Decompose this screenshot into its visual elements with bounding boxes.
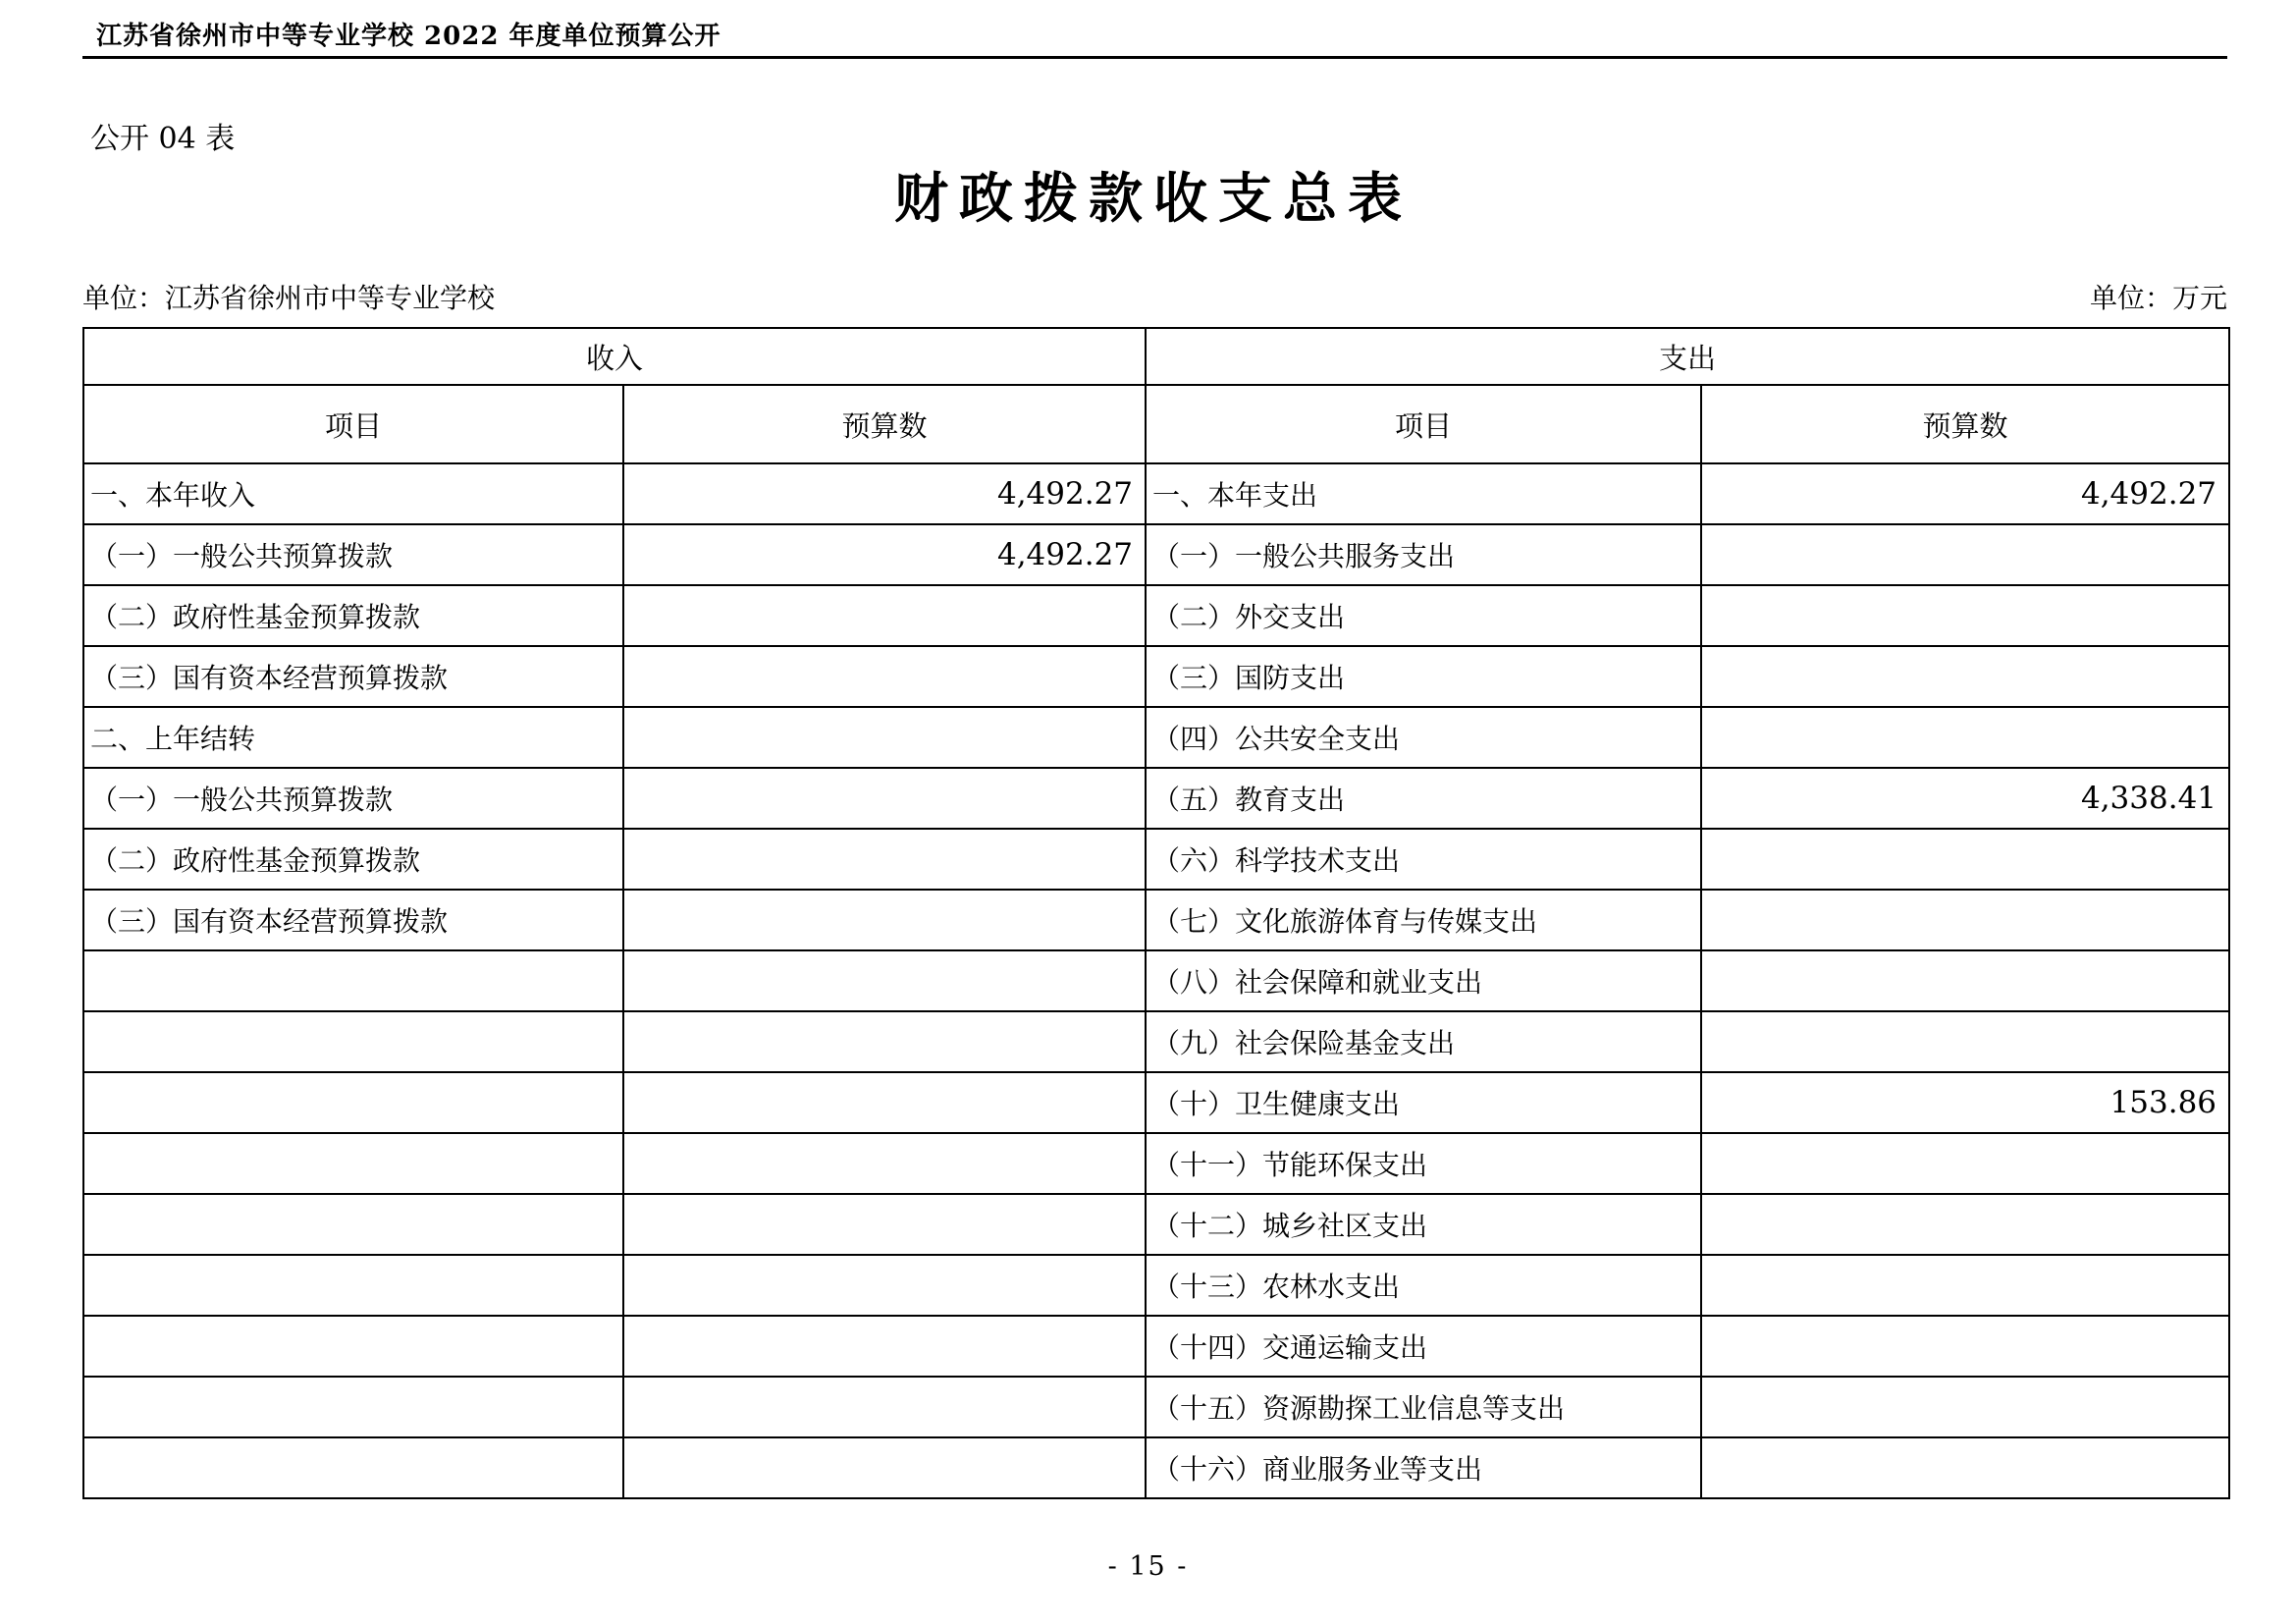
table-row — [83, 1437, 2229, 1498]
income-item-cell: （二）政府性基金预算拨款 — [83, 829, 623, 890]
income-item-cell: 二、上年结转 — [83, 707, 623, 768]
income-item-cell: （三）国有资本经营预算拨款 — [83, 890, 623, 950]
expense-budget-cell — [1701, 1194, 2229, 1255]
expense-budget-cell — [1701, 707, 2229, 768]
expense-item-cell: （十一）节能环保支出 — [1146, 1133, 1701, 1194]
header-rule-divider — [82, 56, 2227, 59]
income-budget-column-header: 预算数 — [623, 385, 1146, 463]
table-row — [83, 585, 2229, 646]
table-row — [83, 890, 2229, 950]
expense-budget-cell — [1701, 585, 2229, 646]
expense-budget-column-header: 预算数 — [1701, 385, 2229, 463]
income-budget-cell — [623, 646, 1146, 707]
income-budget-cell — [623, 1316, 1146, 1377]
budget-summary-table — [82, 327, 2230, 1499]
expense-budget-cell: 4,492.27 — [1701, 463, 2229, 524]
table-row — [83, 646, 2229, 707]
income-item-cell: （三）国有资本经营预算拨款 — [83, 646, 623, 707]
income-budget-cell — [623, 1133, 1146, 1194]
income-item-cell: （一）一般公共预算拨款 — [83, 524, 623, 585]
expense-budget-cell — [1701, 1377, 2229, 1437]
income-item-cell — [83, 1072, 623, 1133]
expense-item-cell: （十二）城乡社区支出 — [1146, 1194, 1701, 1255]
page-title: 财政拨款收支总表 — [893, 166, 1413, 230]
expense-item-cell: （十）卫生健康支出 — [1146, 1072, 1701, 1133]
income-budget-cell — [623, 829, 1146, 890]
income-budget-cell — [623, 890, 1146, 950]
expense-budget-cell — [1701, 890, 2229, 950]
table-row — [83, 1194, 2229, 1255]
expense-budget-cell — [1701, 829, 2229, 890]
income-budget-cell — [623, 707, 1146, 768]
income-item-cell — [83, 1377, 623, 1437]
expense-item-cell: （四）公共安全支出 — [1146, 707, 1701, 768]
table-row — [83, 524, 2229, 585]
unit-row — [82, 277, 2227, 316]
income-item-cell: （一）一般公共预算拨款 — [83, 768, 623, 829]
expense-budget-cell — [1701, 1316, 2229, 1377]
unit-currency-label: 单位：万元 — [2089, 282, 2227, 314]
income-item-cell: （二）政府性基金预算拨款 — [83, 585, 623, 646]
expense-budget-cell: 4,338.41 — [1701, 768, 2229, 829]
income-budget-cell — [623, 1072, 1146, 1133]
expense-budget-cell — [1701, 1011, 2229, 1072]
column-header-row — [83, 385, 2229, 463]
expense-item-cell: （三）国防支出 — [1146, 646, 1701, 707]
income-budget-cell — [623, 1194, 1146, 1255]
table-row — [83, 950, 2229, 1011]
table-row — [83, 707, 2229, 768]
income-item-cell — [83, 950, 623, 1011]
table-row — [83, 1255, 2229, 1316]
expense-item-cell: （二）外交支出 — [1146, 585, 1701, 646]
expense-budget-cell — [1701, 1133, 2229, 1194]
expense-item-cell: 一、本年支出 — [1146, 463, 1701, 524]
income-item-column-header: 项目 — [83, 385, 623, 463]
expense-section-header: 支出 — [1146, 328, 2229, 385]
expense-item-cell: （七）文化旅游体育与传媒支出 — [1146, 890, 1701, 950]
expense-item-cell: （十五）资源勘探工业信息等支出 — [1146, 1377, 1701, 1437]
document-header-note: 江苏省徐州市中等专业学校 2022 年度单位预算公开 — [96, 22, 721, 51]
page-number: - 15 - — [1107, 1551, 1189, 1582]
income-budget-cell — [623, 585, 1146, 646]
expense-item-cell: （十三）农林水支出 — [1146, 1255, 1701, 1316]
section-header-row — [83, 328, 2229, 385]
table-row — [83, 1377, 2229, 1437]
expense-item-cell: （十六）商业服务业等支出 — [1146, 1437, 1701, 1498]
income-budget-cell — [623, 1255, 1146, 1316]
income-item-cell — [83, 1437, 623, 1498]
table-row — [83, 768, 2229, 829]
expense-budget-cell — [1701, 950, 2229, 1011]
income-budget-cell — [623, 1377, 1146, 1437]
expense-budget-cell — [1701, 1255, 2229, 1316]
income-item-cell — [83, 1194, 623, 1255]
income-item-cell — [83, 1316, 623, 1377]
income-budget-cell — [623, 1437, 1146, 1498]
expense-budget-cell — [1701, 524, 2229, 585]
table-number-label: 公开 04 表 — [90, 122, 236, 156]
income-budget-cell — [623, 1011, 1146, 1072]
table-row — [83, 1072, 2229, 1133]
table-row — [83, 463, 2229, 524]
expense-item-cell: （一）一般公共服务支出 — [1146, 524, 1701, 585]
income-budget-cell: 4,492.27 — [623, 524, 1146, 585]
income-budget-cell: 4,492.27 — [623, 463, 1146, 524]
table-row — [83, 1316, 2229, 1377]
table-row — [83, 829, 2229, 890]
income-item-cell: 一、本年收入 — [83, 463, 623, 524]
unit-name-label: 单位：江苏省徐州市中等专业学校 — [82, 282, 496, 314]
expense-item-cell: （九）社会保险基金支出 — [1146, 1011, 1701, 1072]
expense-item-cell: （十四）交通运输支出 — [1146, 1316, 1701, 1377]
income-section-header: 收入 — [83, 328, 1146, 385]
expense-budget-cell — [1701, 1437, 2229, 1498]
table-row — [83, 1133, 2229, 1194]
income-budget-cell — [623, 950, 1146, 1011]
expense-item-cell: （六）科学技术支出 — [1146, 829, 1701, 890]
expense-budget-cell: 153.86 — [1701, 1072, 2229, 1133]
expense-budget-cell — [1701, 646, 2229, 707]
income-item-cell — [83, 1255, 623, 1316]
expense-item-cell: （八）社会保障和就业支出 — [1146, 950, 1701, 1011]
income-item-cell — [83, 1011, 623, 1072]
income-budget-cell — [623, 768, 1146, 829]
table-body — [83, 463, 2229, 1498]
expense-item-column-header: 项目 — [1146, 385, 1701, 463]
income-item-cell — [83, 1133, 623, 1194]
table-row — [83, 1011, 2229, 1072]
expense-item-cell: （五）教育支出 — [1146, 768, 1701, 829]
